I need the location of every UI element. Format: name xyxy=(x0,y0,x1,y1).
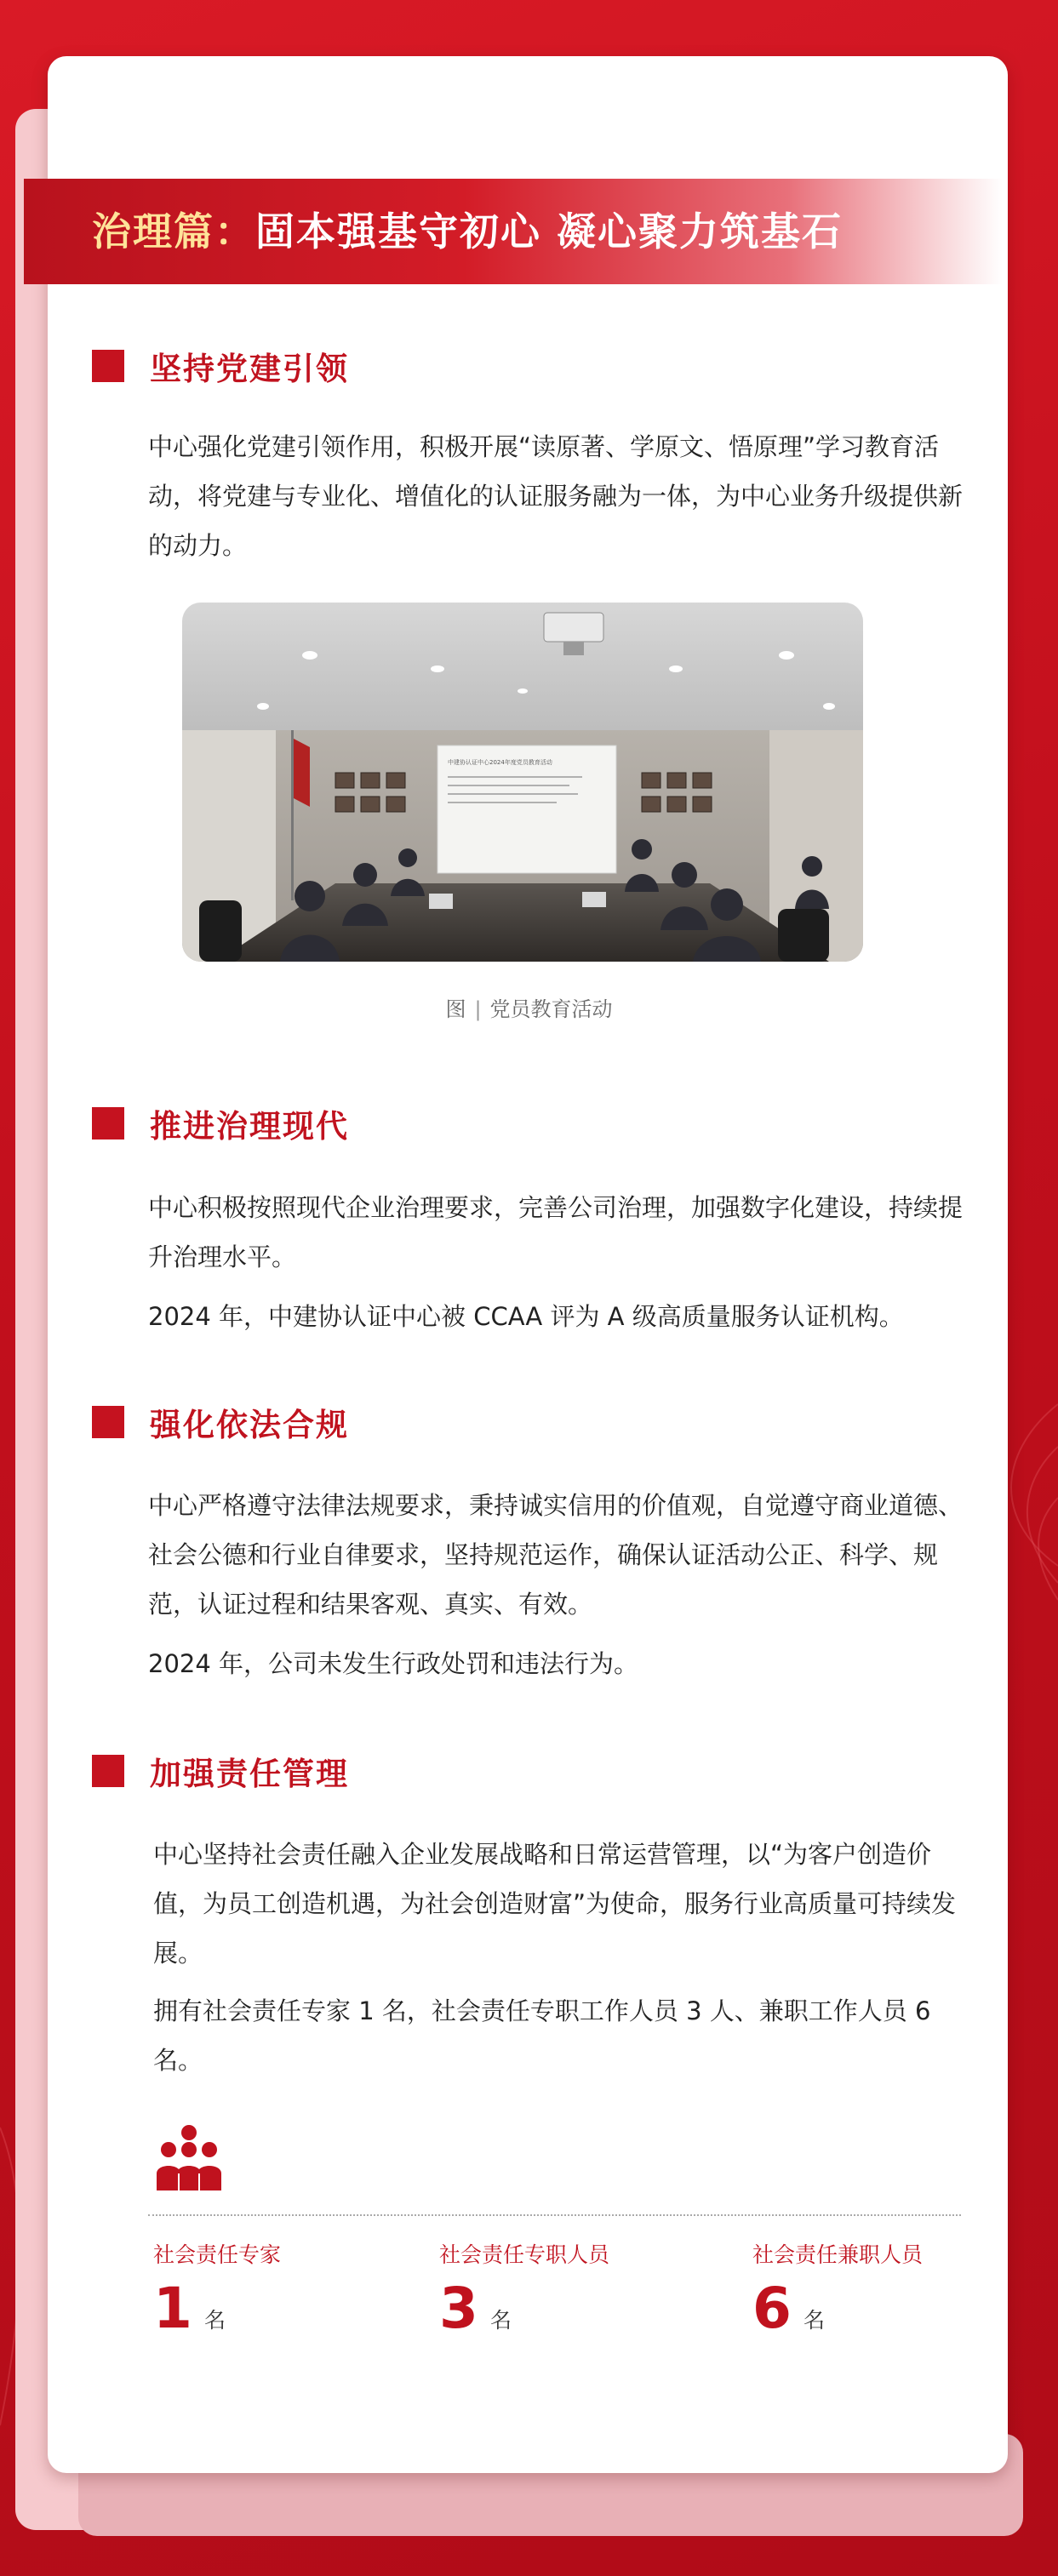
meeting-photo-illustration xyxy=(182,603,863,962)
section-paragraph: 中心严格遵守法律法规要求，秉持诚实信用的价值观，自觉遵守商业道德、社会公德和行业自律要求，坚持规范运作，确保认证活动公正、科学、规范，认证过程和结果客观、真实、有效。 xyxy=(148,1491,964,1619)
stat-number: 1 xyxy=(153,2276,192,2341)
stat-label: 社会责任专家 xyxy=(153,2242,282,2267)
section-title: 推进治理现代 xyxy=(150,1108,349,1145)
stat-label: 社会责任兼职人员 xyxy=(752,2242,924,2267)
stat-label: 社会责任专职人员 xyxy=(439,2242,610,2267)
stat-value-row xyxy=(439,2276,609,2341)
section-paragraph: 中心积极按照现代企业治理要求，完善公司治理，加强数字化建设，持续提升治理水平。 xyxy=(148,1193,964,1271)
stat-experts xyxy=(153,2238,282,2341)
section-heading-party-building xyxy=(92,345,349,387)
stats-divider xyxy=(148,2214,961,2216)
photo-caption xyxy=(0,992,1058,1022)
section-heading-governance xyxy=(92,1102,349,1145)
photo-caption-separator: | xyxy=(474,997,482,1021)
section-square-icon xyxy=(92,350,124,382)
section-paragraph: 2024 年，中建协认证中心被 CCAA 评为 A 级高质量服务认证机构。 xyxy=(148,1302,904,1331)
section-heading-compliance xyxy=(92,1401,349,1443)
chapter-title-prefix: 治理篇： xyxy=(92,208,255,254)
projection-screen-text: 中建协认证中心2024年度党员教育活动 xyxy=(448,759,552,766)
stat-number: 6 xyxy=(752,2276,792,2341)
stat-value-row xyxy=(153,2276,281,2341)
people-group-icon xyxy=(153,2124,225,2192)
section-title: 坚持党建引领 xyxy=(150,351,349,387)
section-heading-responsibility xyxy=(92,1750,349,1792)
section-title: 强化依法合规 xyxy=(150,1407,349,1443)
stat-parttime-staff xyxy=(752,2238,924,2341)
stat-number: 3 xyxy=(439,2276,478,2341)
section-square-icon xyxy=(92,1755,124,1787)
stat-unit: 名 xyxy=(203,2308,226,2333)
section-title: 加强责任管理 xyxy=(150,1756,349,1792)
stat-unit: 名 xyxy=(489,2308,512,2333)
section-paragraph: 中心坚持社会责任融入企业发展战略和日常运营管理，以“为客户创造价值，为员工创造机遇，为社会创造财富”为使命，服务行业高质量可持续发展。 xyxy=(153,1840,957,1968)
stat-value-row xyxy=(752,2276,923,2341)
section-paragraph: 中心强化党建引领作用，积极开展“读原著、学原文、悟原理”学习教育活动，将党建与专业化、增值化的认证服务融为一体，为中心业务升级提供新的动力。 xyxy=(148,432,964,560)
stat-fulltime-staff xyxy=(439,2238,610,2341)
chapter-banner xyxy=(24,179,1003,284)
chapter-title xyxy=(92,179,843,284)
section-square-icon xyxy=(92,1406,124,1438)
section-paragraph: 拥有社会责任专家 1 名，社会责任专职工作人员 3 人、兼职工作人员 6 名。 xyxy=(153,1996,931,2075)
stat-unit: 名 xyxy=(803,2308,825,2333)
chapter-title-main: 固本强基守初心 凝心聚力筑基石 xyxy=(255,208,844,254)
photo-caption-prefix: 图 xyxy=(445,997,466,1021)
section-square-icon xyxy=(92,1107,124,1139)
section-paragraph: 2024 年，公司未发生行政处罚和违法行为。 xyxy=(148,1649,639,1678)
meeting-photo xyxy=(182,603,863,962)
photo-caption-text: 党员教育活动 xyxy=(489,997,613,1021)
